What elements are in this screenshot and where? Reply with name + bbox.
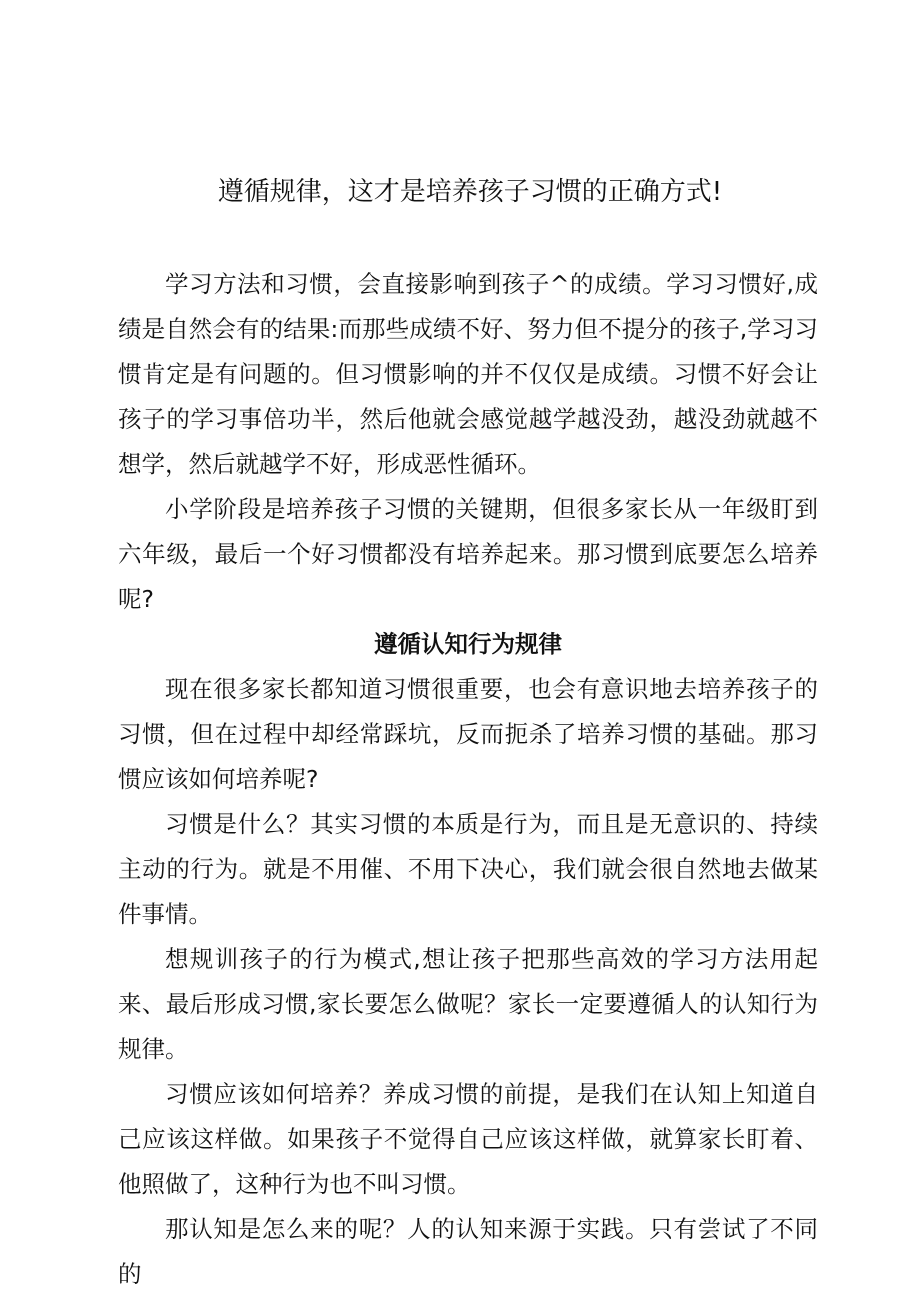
- paragraph-key-period: 小学阶段是培养孩子习惯的关键期，但很多家长从一年级盯到六年级，最后一个好习惯都没有培养起来。那习惯到底要怎么培养呢?: [118, 495, 818, 613]
- section-paragraph: 想规训孩子的行为模式,想让孩子把那些高效的学习方法用起来、最后形成习惯,家长要怎么做呢？家长一定要遵循人的认知行为规律。: [118, 945, 818, 1063]
- section-paragraph: 习惯应该如何培养？养成习惯的前提，是我们在认知上知道自己应该这样做。如果孩子不觉得自己应该这样做，就算家长盯着、他照做了，这种行为也不叫习惯。: [118, 1080, 818, 1198]
- section-heading: 遵循认知行为规律: [374, 630, 562, 658]
- paragraph-intro: 学习方法和习惯，会直接影响到孩子^的成绩。学习习惯好,成绩是自然会有的结果:而那些成绩不好、努力但不提分的孩子,学习习惯肯定是有问题的。但习惯影响的并不仅仅是成绩。习惯不好会让孩子的学习事倍功半，然后他就会感觉越学越没劲，越没劲就越不想学，然后就越学不好，形成恶性循环。: [118, 270, 818, 478]
- document-title: 遵循规律，这才是培养孩子习惯的正确方式!: [217, 177, 723, 207]
- document-body: [118, 262, 818, 1297]
- section-paragraph: 现在很多家长都知道习惯很重要，也会有意识地去培养孩子的习惯，但在过程中却经常踩坑，反而扼杀了培养习惯的基础。那习惯应该如何培养呢?: [118, 675, 818, 793]
- section-paragraph: 习惯是什么？其实习惯的本质是行为，而且是无意识的、持续主动的行为。就是不用催、不用下决心，我们就会很自然地去做某件事情。: [118, 810, 818, 928]
- section-paragraph: 那认知是怎么来的呢？人的认知来源于实践。只有尝试了不同的: [118, 1215, 818, 1288]
